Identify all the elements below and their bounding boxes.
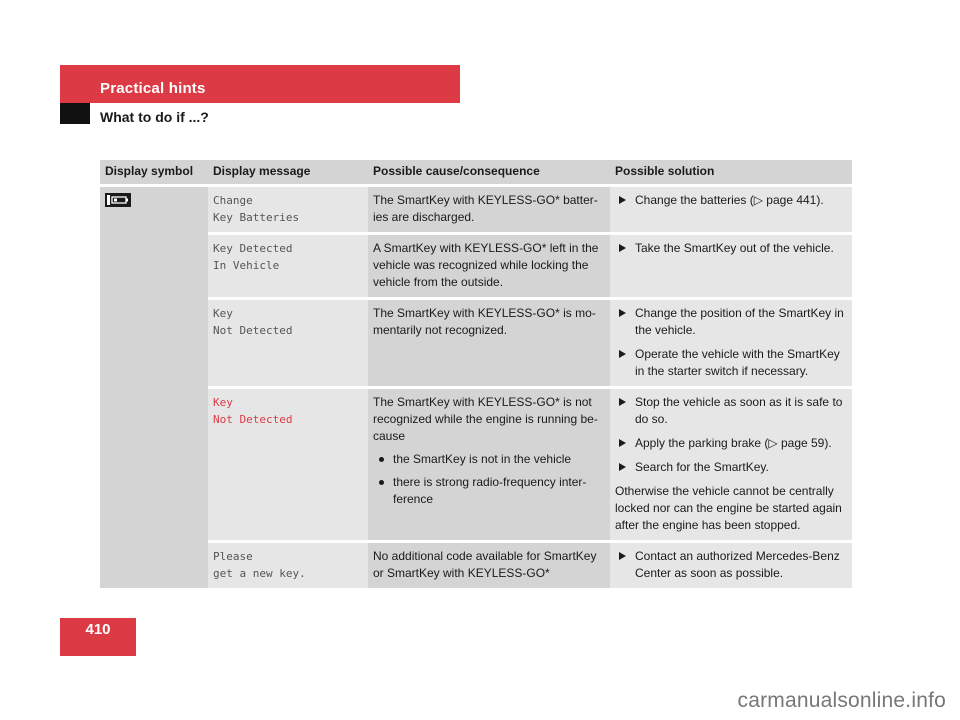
display-message-line: Key Detected bbox=[213, 242, 293, 255]
cause-text: The SmartKey with KEYLESS-GO* is mo-mentarily not recognized. bbox=[373, 306, 596, 337]
display-message-cell bbox=[208, 186, 368, 234]
cause-text: No additional code available for SmartKey or SmartKey with KEYLESS-GO* bbox=[373, 549, 597, 580]
table-row bbox=[100, 299, 852, 388]
table-header-row bbox=[100, 160, 852, 186]
cause-cell bbox=[368, 234, 610, 299]
cause-text: The SmartKey with KEYLESS-GO* is not recognized while the engine is running be-cause bbox=[373, 395, 598, 443]
solution-step: Change the batteries (▷ page 441). bbox=[615, 192, 848, 209]
arrow-right-icon bbox=[619, 244, 626, 252]
solution-cell bbox=[610, 299, 852, 388]
display-message-line: Key bbox=[213, 307, 233, 320]
column-header-possible-solution: Possible solution bbox=[610, 160, 852, 186]
display-symbol-cell bbox=[100, 186, 208, 590]
section-subtitle: What to do if ...? bbox=[100, 109, 209, 125]
display-message-line: get a new key. bbox=[213, 567, 306, 580]
display-message-line: Change bbox=[213, 194, 253, 207]
cause-cell bbox=[368, 299, 610, 388]
bullet-dot-icon bbox=[379, 457, 384, 462]
display-message-cell bbox=[208, 299, 368, 388]
arrow-right-icon bbox=[619, 398, 626, 406]
display-message-line: Not Detected bbox=[213, 324, 293, 337]
table-row bbox=[100, 186, 852, 234]
solution-step: Search for the SmartKey. bbox=[615, 459, 848, 476]
bullet-dot-icon bbox=[379, 480, 384, 485]
solution-cell bbox=[610, 388, 852, 542]
arrow-right-icon bbox=[619, 463, 626, 471]
arrow-right-icon bbox=[619, 350, 626, 358]
cause-text: The SmartKey with KEYLESS-GO* batter-ies are discharged. bbox=[373, 193, 598, 224]
column-header-display-symbol: Display symbol bbox=[100, 160, 208, 186]
arrow-right-icon bbox=[619, 552, 626, 560]
display-message-line-warning: Key bbox=[213, 396, 233, 409]
solution-step: Stop the vehicle as soon as it is safe to do so. bbox=[615, 394, 848, 428]
display-message-cell bbox=[208, 234, 368, 299]
solution-step: Take the SmartKey out of the vehicle. bbox=[615, 240, 848, 257]
key-battery-icon bbox=[105, 193, 131, 207]
display-message-line: Please bbox=[213, 550, 253, 563]
cause-bullet: there is strong radio-frequency inter-ference bbox=[373, 474, 606, 508]
table-row bbox=[100, 234, 852, 299]
cause-cell bbox=[368, 186, 610, 234]
cause-cell bbox=[368, 388, 610, 542]
display-message-cell bbox=[208, 388, 368, 542]
table-row bbox=[100, 388, 852, 542]
arrow-right-icon bbox=[619, 196, 626, 204]
solution-step: Change the position of the SmartKey in the vehicle. bbox=[615, 305, 848, 339]
solution-step: Contact an authorized Mercedes-Benz Center as soon as possible. bbox=[615, 548, 848, 582]
solution-step: Operate the vehicle with the SmartKey in the starter switch if necessary. bbox=[615, 346, 848, 380]
display-message-line: Key Batteries bbox=[213, 211, 300, 224]
solution-cell bbox=[610, 186, 852, 234]
solution-cell bbox=[610, 234, 852, 299]
display-message-line-warning: Not Detected bbox=[213, 413, 293, 426]
column-header-display-message: Display message bbox=[208, 160, 368, 186]
display-message-line: In Vehicle bbox=[213, 259, 280, 272]
section-title: Practical hints bbox=[100, 80, 206, 97]
cause-bullet: the SmartKey is not in the vehicle bbox=[373, 451, 606, 468]
column-header-possible-cause: Possible cause/consequence bbox=[368, 160, 610, 186]
table-row bbox=[100, 542, 852, 590]
solution-step: Apply the parking brake (▷ page 59). bbox=[615, 435, 848, 452]
solution-cell bbox=[610, 542, 852, 590]
cause-text: A SmartKey with KEYLESS-GO* left in the vehicle was recognized while locking the vehicle from the outside. bbox=[373, 241, 599, 289]
cause-cell bbox=[368, 542, 610, 590]
page-number: 410 bbox=[85, 621, 111, 638]
display-messages-table bbox=[100, 160, 852, 591]
watermark: carmanualsonline.info bbox=[737, 689, 946, 712]
header-marker bbox=[60, 103, 90, 124]
arrow-right-icon bbox=[619, 309, 626, 317]
solution-note: Otherwise the vehicle cannot be centrally locked nor can the engine be started again after the engine has been stopped. bbox=[615, 484, 842, 532]
display-message-cell bbox=[208, 542, 368, 590]
arrow-right-icon bbox=[619, 439, 626, 447]
